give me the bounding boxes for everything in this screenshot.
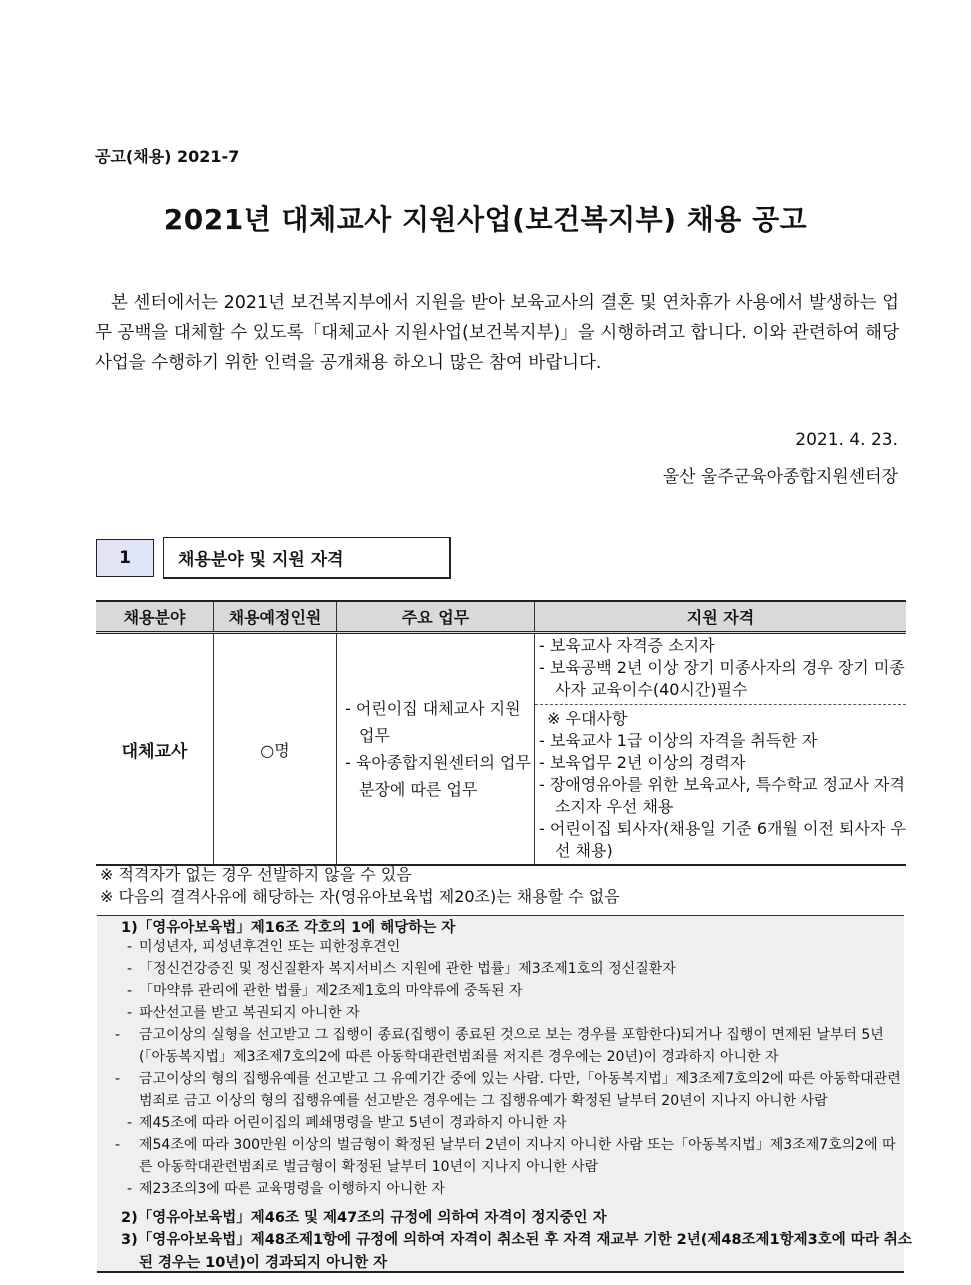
intro-text: 본 센터에서는 2021년 보건복지부에서 지원을 받아 보육교사의 결혼 및 연차휴가 사용에서 발생하는 업무 공백을 대체할 수 있도록「대체교사 지원사업(보건복지부)」을 시행하려고 합니다. 이와 관련하여 해당 사업을 수행하기 위한 인력을 공개채용 하오니 많은 참여 바랍니다. bbox=[95, 293, 899, 373]
cell-duties bbox=[337, 633, 535, 866]
disqualification-heading-1: 1)「영유아보육법」제16조 각호의 1에 해당하는 자 bbox=[121, 920, 456, 936]
disqualification-box bbox=[97, 915, 912, 1273]
cell-field: 대체교사 bbox=[96, 633, 214, 866]
header-count: 채용예정인원 bbox=[214, 601, 337, 633]
header-qualifications: 지원 자격 bbox=[535, 601, 907, 633]
duty-item: - 어린이집 대체교사 지원 업무 bbox=[345, 699, 521, 745]
table-header-row bbox=[96, 601, 906, 633]
preference-item: - 보육업무 2년 이상의 경력자 bbox=[539, 753, 746, 772]
document-number: 공고(채용) 2021-7 bbox=[95, 147, 240, 166]
preference-item: - 장애영유아를 위한 보육교사, 특수학교 정교사 자격 소지자 우선 채용 bbox=[539, 775, 905, 816]
section-number: 1 bbox=[96, 539, 154, 577]
list-item: - 제23조의3에 따른 교육명령을 이행하지 아니한 자 bbox=[127, 1181, 445, 1197]
list-item: - 금고이상의 실형을 선고받고 그 집행이 종료(집행이 종료된 것으로 보는 경우를 포함한다)되거나 집행이 면제된 날부터 5년(「아동복지법」제3조제7호의2에 따른 아동학대관련범죄를 저지른 경우에는 20년)이 경과하지 아니한 자 bbox=[115, 1027, 884, 1065]
section-title: 채용분야 및 지원 자격 bbox=[163, 537, 451, 579]
duty-item: - 육아종합지원센터의 업무분장에 따른 업무 bbox=[345, 753, 531, 799]
list-item: - 금고이상의 형의 집행유예를 선고받고 그 유예기간 중에 있는 사람. 다만,「아동복지법」제3조제7호의2에 따른 아동학대관련범죄로 금고 이상의 형의 집행유예를 선고받은 경우에는 그 집행유예가 확정된 날부터 20년이 지나지 아니한 사람 bbox=[115, 1071, 901, 1109]
cell-count: ○명 bbox=[214, 633, 337, 866]
table-notes bbox=[100, 864, 620, 908]
note-item: ※ 적격자가 없는 경우 선발하지 않을 수 있음 bbox=[100, 865, 412, 884]
cell-qualifications bbox=[535, 633, 907, 866]
disqualification-heading-2: 2)「영유아보육법」제46조 및 제47조의 규정에 의하여 자격이 정지중인 자 bbox=[121, 1210, 607, 1226]
table-row bbox=[96, 633, 906, 866]
intro-paragraph bbox=[95, 288, 899, 378]
preference-item: - 어린이집 퇴사자(채용일 기준 6개월 이전 퇴사자 우선 채용) bbox=[539, 819, 906, 860]
header-field: 채용분야 bbox=[96, 601, 214, 633]
announcement-date: 2021. 4. 23. bbox=[795, 430, 898, 450]
list-item: - 파산선고를 받고 복권되지 아니한 자 bbox=[127, 1005, 360, 1021]
list-item: - 제45조에 따라 어린이집의 폐쇄명령을 받고 5년이 경과하지 아니한 자 bbox=[127, 1115, 567, 1131]
list-item: - 「마약류 관리에 관한 법률」제2조제1호의 마약류에 중독된 자 bbox=[127, 983, 523, 999]
header-duties: 주요 업무 bbox=[337, 601, 535, 633]
recruitment-table bbox=[96, 600, 906, 866]
preference-label: ※ 우대사항 bbox=[547, 709, 628, 728]
disqualification-heading-3: 3)「영유아보육법」제48조제1항에 규정에 의하여 자격이 취소된 후 자격 재교부 기한 2년(제48조제1항제3호에 따라 취소된 경우는 10년)이 경과되지 아니한 자 bbox=[121, 1232, 912, 1271]
required-qualifications bbox=[535, 634, 906, 705]
note-item: ※ 다음의 결격사유에 해당하는 자(영유아보육법 제20조)는 채용할 수 없음 bbox=[100, 887, 620, 906]
preferences bbox=[535, 705, 906, 864]
preference-item: - 보육교사 1급 이상의 자격을 취득한 자 bbox=[539, 731, 818, 750]
list-item: - 제54조에 따라 300만원 이상의 벌금형이 확정된 날부터 2년이 지나지 아니한 사람 또는「아동복지법」제3조제7호의2에 따른 아동학대관련범죄로 벌금형이 확정된 날부터 10년이 지나지 아니한 사람 bbox=[115, 1137, 896, 1175]
list-item: - 「정신건강증진 및 정신질환자 복지서비스 지원에 관한 법률」제3조제1호의 정신질환자 bbox=[127, 961, 676, 977]
page-title: 2021년 대체교사 지원사업(보건복지부) 채용 공고 bbox=[163, 203, 808, 236]
qualification-item: - 보육공백 2년 이상 장기 미종사자의 경우 장기 미종사자 교육이수(40시간)필수 bbox=[539, 658, 905, 699]
organization-name: 울산 울주군육아종합지원센터장 bbox=[662, 467, 898, 487]
qualification-item: - 보육교사 자격증 소지자 bbox=[539, 636, 715, 655]
list-item: - 미성년자, 피성년후견인 또는 피한정후견인 bbox=[127, 939, 401, 955]
